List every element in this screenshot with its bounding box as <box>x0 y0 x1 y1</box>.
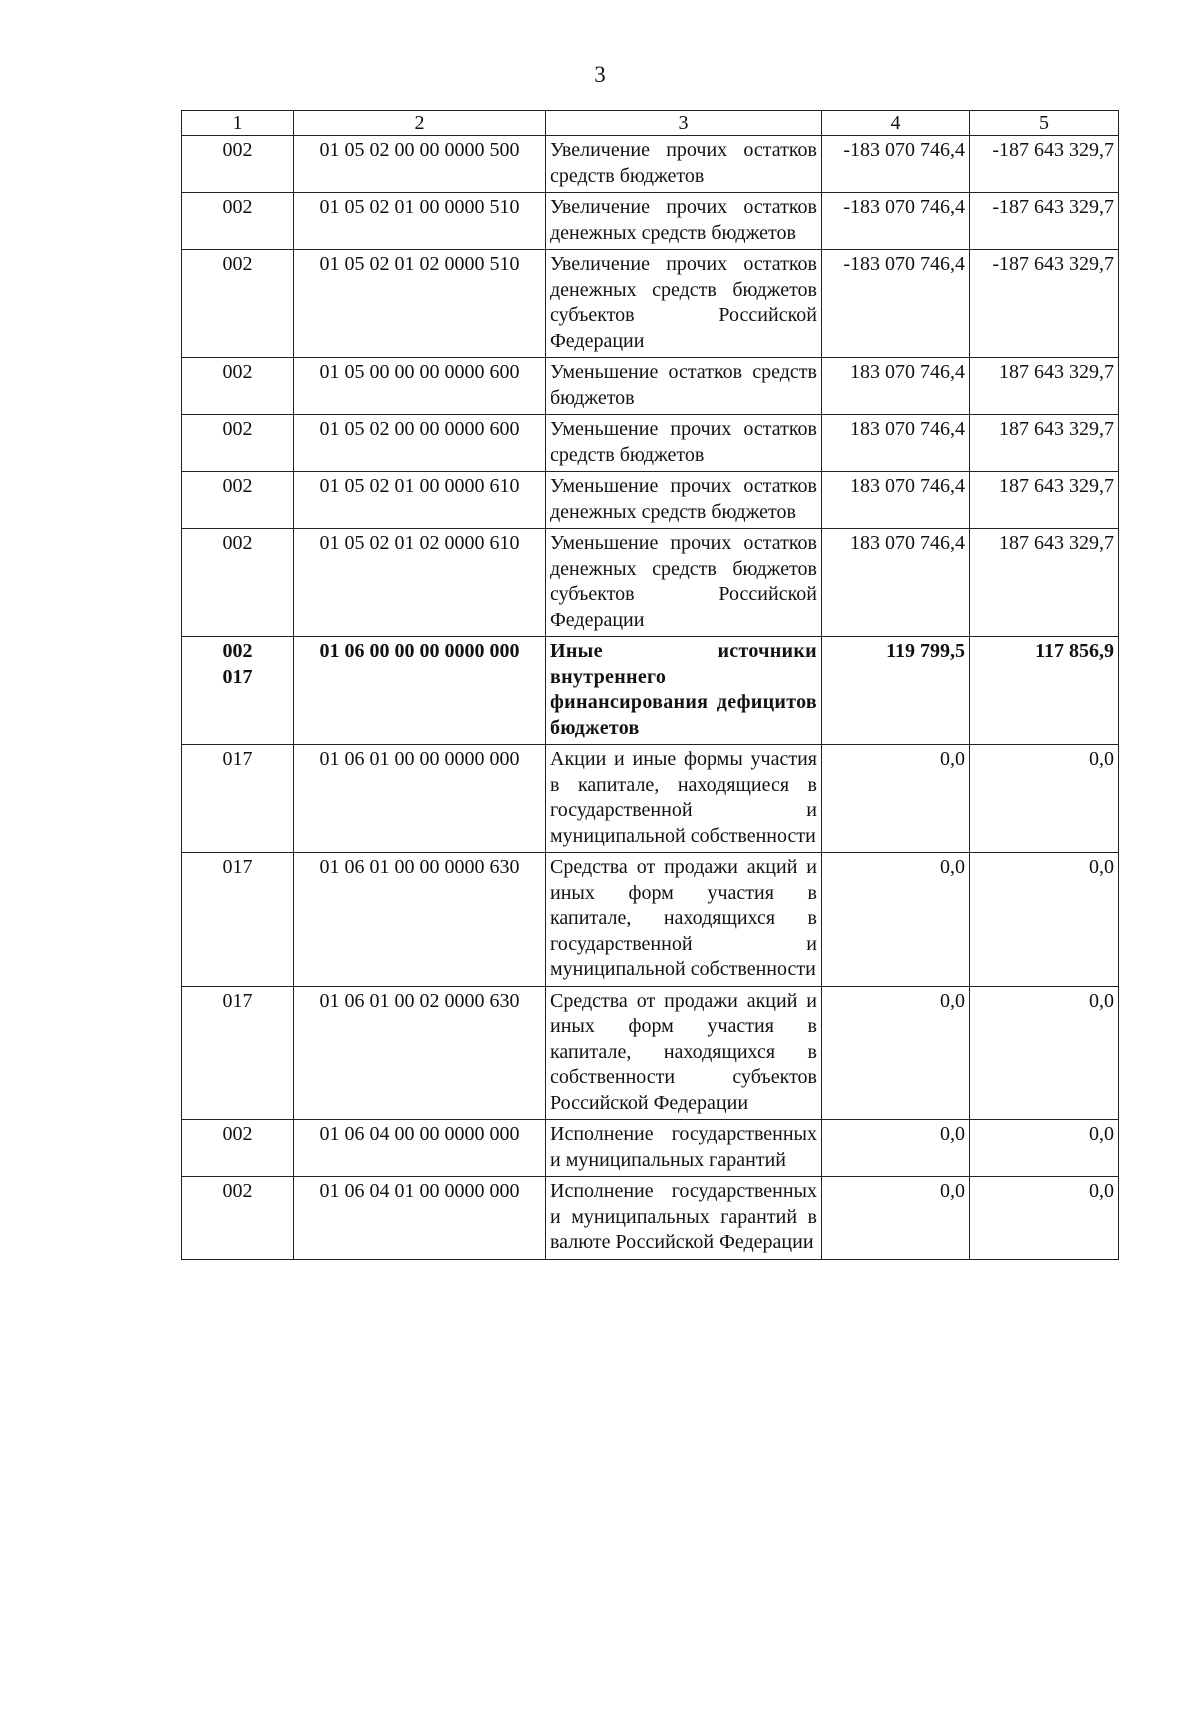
table-row <box>182 250 1119 358</box>
budget-code-cell: 01 05 02 00 00 0000 600 <box>294 415 546 472</box>
amount-col4-cell: -183 070 746,4 <box>822 250 970 358</box>
table-row <box>182 745 1119 853</box>
budget-code-cell: 01 05 02 01 00 0000 610 <box>294 472 546 529</box>
admin-code-cell: 002 <box>182 250 294 358</box>
budget-sources-table <box>181 110 1119 1260</box>
budget-code-cell: 01 05 02 01 02 0000 510 <box>294 250 546 358</box>
admin-code-cell: 002 <box>182 193 294 250</box>
amount-col5-cell: 187 643 329,7 <box>970 415 1119 472</box>
admin-code-cell: 017 <box>182 853 294 987</box>
amount-col4-cell: 183 070 746,4 <box>822 472 970 529</box>
amount-col5-cell: 187 643 329,7 <box>970 529 1119 637</box>
amount-col5-cell: 0,0 <box>970 853 1119 987</box>
table-row <box>182 193 1119 250</box>
admin-code-cell: 002 <box>182 1177 294 1260</box>
amount-col4-cell: 183 070 746,4 <box>822 415 970 472</box>
amount-col4-cell: 183 070 746,4 <box>822 529 970 637</box>
description-cell: Уменьшение прочих остатков средств бюджетов <box>546 415 822 472</box>
budget-code-cell: 01 06 04 00 00 0000 000 <box>294 1120 546 1177</box>
amount-col5-cell: -187 643 329,7 <box>970 193 1119 250</box>
column-header: 3 <box>546 111 822 136</box>
table-row <box>182 529 1119 637</box>
amount-col5-cell: 187 643 329,7 <box>970 358 1119 415</box>
admin-code-cell: 002 <box>182 415 294 472</box>
budget-code-cell: 01 05 00 00 00 0000 600 <box>294 358 546 415</box>
description-cell: Исполнение государственных и муниципальных гарантий в валюте Российской Федерации <box>546 1177 822 1260</box>
description-cell: Акции и иные формы участия в капитале, находящиеся в государственной и муниципальной собственности <box>546 745 822 853</box>
budget-code-cell: 01 05 02 00 00 0000 500 <box>294 136 546 193</box>
table-row <box>182 136 1119 193</box>
admin-code-cell: 002 <box>182 472 294 529</box>
column-header: 2 <box>294 111 546 136</box>
budget-code-cell: 01 05 02 01 00 0000 510 <box>294 193 546 250</box>
table-row <box>182 986 1119 1120</box>
amount-col4-cell: -183 070 746,4 <box>822 136 970 193</box>
description-cell: Средства от продажи акций и иных форм участия в капитале, находящихся в собственности субъектов Российской Федерации <box>546 986 822 1120</box>
table-row <box>182 637 1119 745</box>
description-cell: Исполнение государственных и муниципальных гарантий <box>546 1120 822 1177</box>
amount-col5-cell: -187 643 329,7 <box>970 136 1119 193</box>
budget-code-cell: 01 06 01 00 00 0000 630 <box>294 853 546 987</box>
description-cell: Уменьшение прочих остатков денежных средств бюджетов <box>546 472 822 529</box>
admin-code-cell: 017 <box>182 986 294 1120</box>
admin-code-cell: 002 <box>182 1120 294 1177</box>
amount-col5-cell: -187 643 329,7 <box>970 250 1119 358</box>
amount-col4-cell: 0,0 <box>822 1177 970 1260</box>
amount-col4-cell: 0,0 <box>822 745 970 853</box>
admin-code-cell: 002 017 <box>182 637 294 745</box>
amount-col5-cell: 117 856,9 <box>970 637 1119 745</box>
amount-col5-cell: 0,0 <box>970 986 1119 1120</box>
column-header: 4 <box>822 111 970 136</box>
table-row <box>182 358 1119 415</box>
table-row <box>182 1177 1119 1260</box>
table-row <box>182 853 1119 987</box>
description-cell: Увеличение прочих остатков средств бюджетов <box>546 136 822 193</box>
amount-col4-cell: 0,0 <box>822 1120 970 1177</box>
amount-col4-cell: 0,0 <box>822 986 970 1120</box>
budget-code-cell: 01 06 00 00 00 0000 000 <box>294 637 546 745</box>
admin-code-cell: 002 <box>182 136 294 193</box>
amount-col4-cell: 119 799,5 <box>822 637 970 745</box>
amount-col4-cell: -183 070 746,4 <box>822 193 970 250</box>
table-row <box>182 472 1119 529</box>
budget-code-cell: 01 06 04 01 00 0000 000 <box>294 1177 546 1260</box>
table-header-row <box>182 111 1119 136</box>
column-header: 5 <box>970 111 1119 136</box>
table-body <box>182 136 1119 1260</box>
description-cell: Увеличение прочих остатков денежных средств бюджетов <box>546 193 822 250</box>
amount-col5-cell: 187 643 329,7 <box>970 472 1119 529</box>
description-cell: Средства от продажи акций и иных форм участия в капитале, находящихся в государственной и муниципальной собственности <box>546 853 822 987</box>
amount-col5-cell: 0,0 <box>970 1177 1119 1260</box>
description-cell: Иные источники внутреннего финансирования дефицитов бюджетов <box>546 637 822 745</box>
table-row <box>182 415 1119 472</box>
description-cell: Уменьшение прочих остатков денежных средств бюджетов субъектов Российской Федерации <box>546 529 822 637</box>
table-row <box>182 1120 1119 1177</box>
amount-col5-cell: 0,0 <box>970 745 1119 853</box>
column-header: 1 <box>182 111 294 136</box>
admin-code-cell: 002 <box>182 529 294 637</box>
page-number: 3 <box>594 62 606 87</box>
admin-code-cell: 002 <box>182 358 294 415</box>
budget-code-cell: 01 05 02 01 02 0000 610 <box>294 529 546 637</box>
budget-code-cell: 01 06 01 00 00 0000 000 <box>294 745 546 853</box>
admin-code-cell: 017 <box>182 745 294 853</box>
amount-col4-cell: 0,0 <box>822 853 970 987</box>
amount-col4-cell: 183 070 746,4 <box>822 358 970 415</box>
amount-col5-cell: 0,0 <box>970 1120 1119 1177</box>
budget-code-cell: 01 06 01 00 02 0000 630 <box>294 986 546 1120</box>
description-cell: Уменьшение остатков средств бюджетов <box>546 358 822 415</box>
description-cell: Увеличение прочих остатков денежных средств бюджетов субъектов Российской Федерации <box>546 250 822 358</box>
